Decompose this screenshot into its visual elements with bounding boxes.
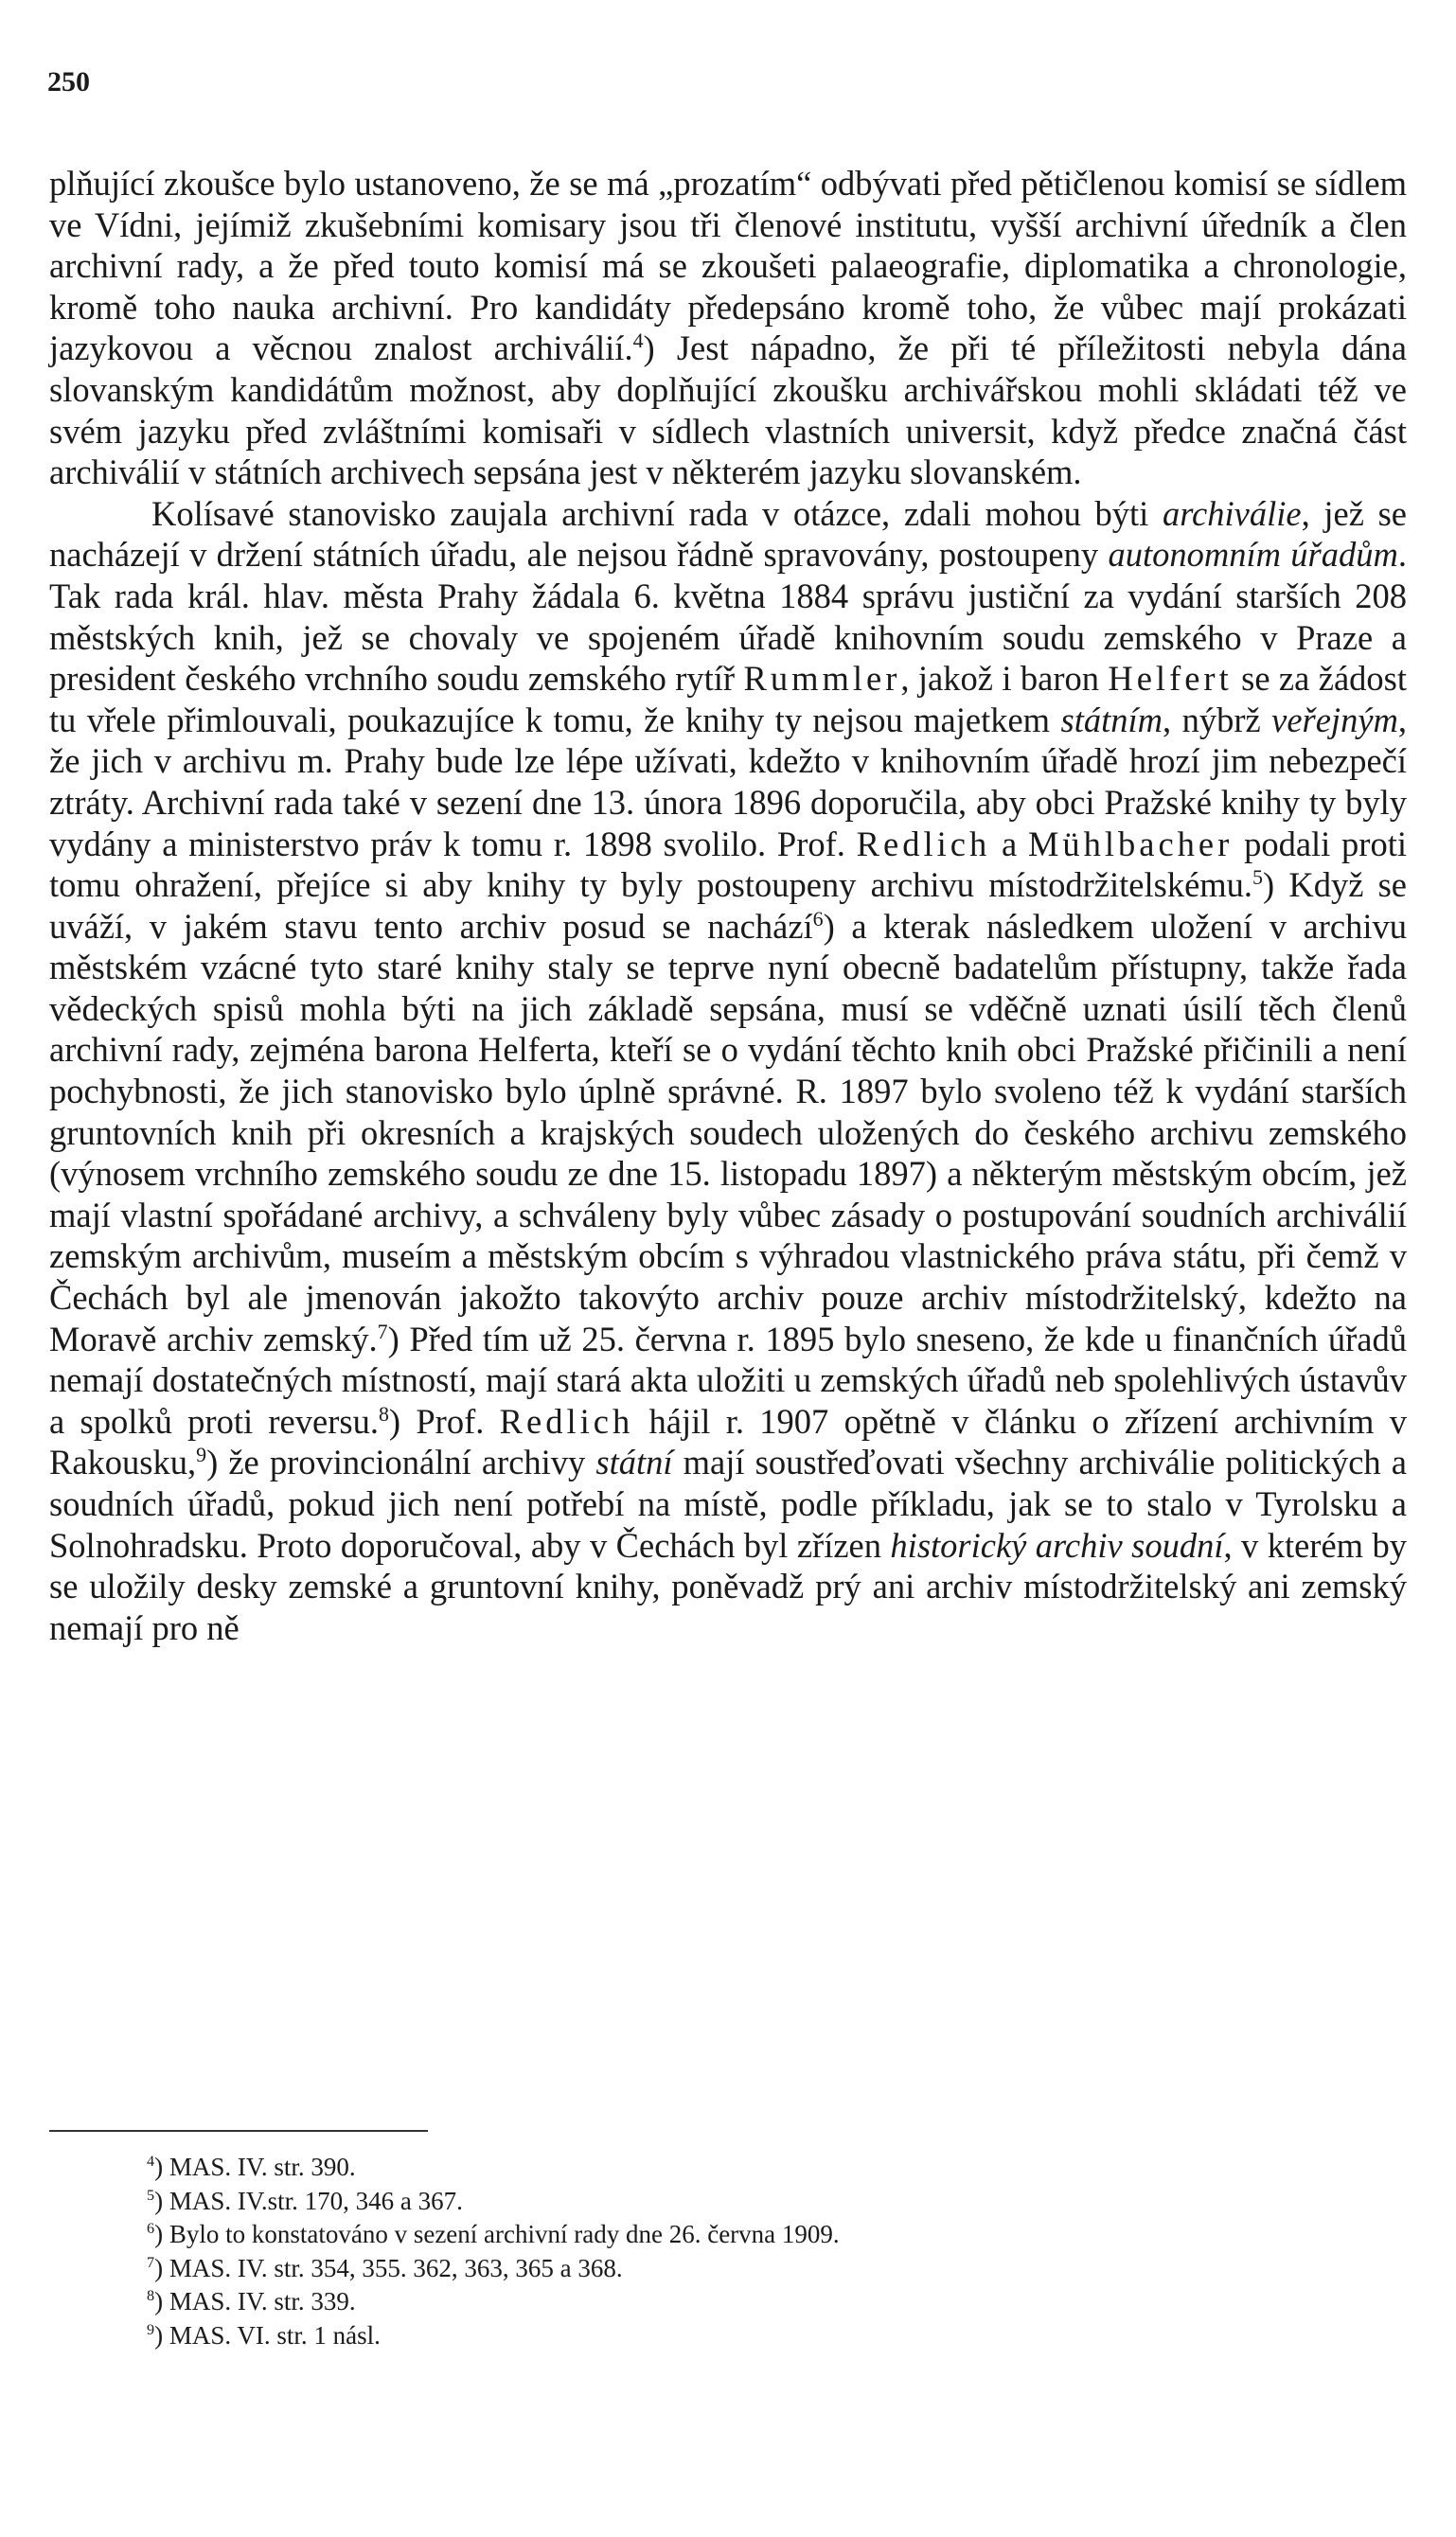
text-span: a (990, 824, 1028, 863)
footnote-text: MAS. IV.str. 170, 346 a 367. (169, 2186, 463, 2215)
footnote-mark: 8 (147, 2287, 155, 2304)
paragraph-1 (49, 163, 1407, 493)
text-span: , jakož i baron (900, 659, 1109, 699)
footnote: $^7$) MAS. IV. str. 354, 355. 362, 363, 365 a 368. (147, 2253, 623, 2282)
text-span: ) Jest nápadno, že při té příležitosti nebyla dána slovanským kandidátům možnost, aby doplňující zkoušku archivářskou mohli skládati též ve svém jazyku před zvláštními komisaři v sídlech vlastních universit, když předce značná část archiválií v státních archivech sepsána jest v některém jazyku slovanském. (49, 328, 1407, 492)
footnote: $^6$) Bylo to konstatováno v sezení archivní rady dne 26. června 1909. (147, 2220, 840, 2248)
footnote: $^4$) MAS. IV. str. 390. (147, 2153, 356, 2181)
footnote-mark: 5 (147, 2186, 155, 2204)
footnote-divider (49, 2130, 428, 2132)
page-number: 250 (47, 66, 90, 98)
text-span: , jež se nacházejí v držení státních úřadu, ale nejsou řádně spravovány, postoupeny (49, 493, 1407, 575)
footnote-text: MAS. VI. str. 1 násl. (169, 2320, 381, 2350)
footnote-mark: 4 (147, 2153, 155, 2170)
italic-term: autonomním úřadům (1108, 535, 1398, 575)
text-span: hájil r. 1907 opětně v článku o zřízení archivním v Rakousku, (49, 1401, 1408, 1482)
text-span: ) a kterak následkem uložení v archivu městském vzácné tyto staré knihy staly se teprve nyní obecně badatelům přístupny, takže řada vědeckých spisů mohla býti na jich základě sepsána, musí se vděčně uznati úsilí těch členů archivní rady, zejména barona Helferta, kteří se o vydání těchto knih obci Pražské přičinili a není pochybnosti, že jich stanovisko bylo úplně správné. R. 1897 bylo svoleno též k vydání starších gruntovních knih při okresních a krajských soudech uložených do českého archivu zemského (výnosem vrchního zemského soudu ze dne 15. listopadu 1897) a některým městským obcím, jež mají vlastní spořádané archivy, a schváleny byly vůbec zásady o postupování soudních archiválií zemským archivům, museím a městským obcím s výhradou vlastnického práva státu, při čemž v Čechách byl ale jmenován jakožto takovýto archiv pouze archiv místodržitelský, kdežto na Moravě archiv zemský. (49, 906, 1407, 1358)
footnote-mark: 9 (147, 2320, 155, 2338)
footnote: $^8$) MAS. IV. str. 339. (147, 2287, 356, 2315)
italic-term: státním (1060, 700, 1163, 739)
text-span: ) že provincionální archivy (206, 1443, 596, 1482)
footnote-text: MAS. IV. str. 354, 355. 362, 363, 365 a 368. (169, 2253, 623, 2282)
footnotes (147, 2151, 1377, 2352)
text-span: ) Prof. (388, 1401, 500, 1441)
italic-term: veřejným (1271, 700, 1398, 739)
footnote: $^9$) MAS. VI. str. 1 násl. (147, 2320, 381, 2350)
spaced-name: Redlich (499, 1401, 634, 1441)
text-span: , nýbrž (1163, 700, 1272, 739)
italic-term: historický archiv soudní (890, 1525, 1224, 1565)
paragraph-2 (49, 493, 1407, 1649)
text-span: ) Když se uváží, v jakém stavu tento archiv posud se nachází (49, 865, 1407, 946)
footnote-text: MAS. IV. str. 390. (169, 2153, 356, 2181)
footnote-ref: 8 (378, 1401, 389, 1426)
text-span: se za žádost tu vřele přimlouvali, poukazujíce k tomu, že knihy ty nejsou majetkem (49, 659, 1407, 739)
footnote-text: Bylo to konstatováno v sezení archivní rady dne 26. června 1909. (169, 2220, 840, 2248)
spaced-name: Mühlbacher (1027, 824, 1234, 863)
text-span: plňující zkoušce bylo ustanoveno, že se má „prozatím“ odbývati před pětičlenou komisí se sídlem ve Vídni, jejímiž zkušebními komisary jsou tři členové institutu, vyšší archivní úředník a člen archivní rady, a že před touto komisí má se zkoušeti palaeografie, diplomatika a chronologie, kromě toho nauka archivní. Pro kandidáty předepsáno kromě toho, že vůbec mají prokázati jazykovou a věcnou znalost archiválií. (49, 164, 1407, 368)
footnote-ref: 6 (812, 906, 824, 931)
footnote-ref: 9 (196, 1443, 207, 1467)
spaced-name: Rummler (743, 659, 901, 699)
spaced-name: Redlich (856, 824, 991, 863)
spaced-name: Helfert (1108, 659, 1233, 699)
footnote: $^5$) MAS. IV.str. 170, 346 a 367. (147, 2186, 463, 2215)
footnote-text: MAS. IV. str. 339. (169, 2287, 356, 2315)
footnote-ref: 4 (632, 328, 644, 353)
footnote-ref: 5 (1252, 864, 1263, 889)
text-span: ) Před tím už 25. června r. 1895 bylo sneseno, že kde u finančních úřadů nemají dostatečných místností, mají stará akta uložiti u zemských úřadů neb spolehlivých ústavův a spolků proti reversu. (49, 1319, 1408, 1441)
footnote-mark: 7 (147, 2253, 155, 2271)
text-span: Kolísavé stanovisko zaujala archivní rada v otázce, zdali mohou býti (151, 493, 1163, 533)
footnote-mark: 6 (147, 2220, 155, 2237)
italic-term: státní (595, 1443, 673, 1482)
text-span: podali proti tomu ohražení, přejíce si aby knihy ty byly postoupeny archivu místodržitelskému. (49, 824, 1407, 905)
text-span: , v kterém by se uložily desky zemské a gruntovní knihy, poněvadž prý ani archiv místodržitelský ani zemský nemají pro ně (49, 1525, 1407, 1647)
body-text (49, 163, 1407, 1648)
text-span: , že jich v archivu m. Prahy bude lze lépe užívati, kdežto v knihovním úřadě hrozí jim nebezpečí ztráty. Archivní rada také v sezení dne 13. února 1896 doporučila, aby obci Pražské knihy ty byly vydány a ministerstvo práv k tomu r. 1898 svolilo. Prof. (49, 700, 1408, 863)
text-span: . Tak rada král. hlav. města Prahy žádala 6. května 1884 správu justiční za vydání starších 208 městských knih, jež se chovaly ve spojeném úřadě knihovním soudu zemského v Praze a president českého vrchního soudu zemského rytíř (49, 535, 1407, 699)
footnote-ref: 7 (377, 1319, 388, 1343)
text-span: mají soustřeďovati všechny archiválie politických a soudních úřadů, pokud jich není potřebí na místě, podle příkladu, jak se to stalo v Tyrolsku a Solnohradsku. Proto doporučoval, aby v Čechách byl zřízen (49, 1443, 1407, 1565)
italic-term: archiválie (1162, 493, 1302, 533)
